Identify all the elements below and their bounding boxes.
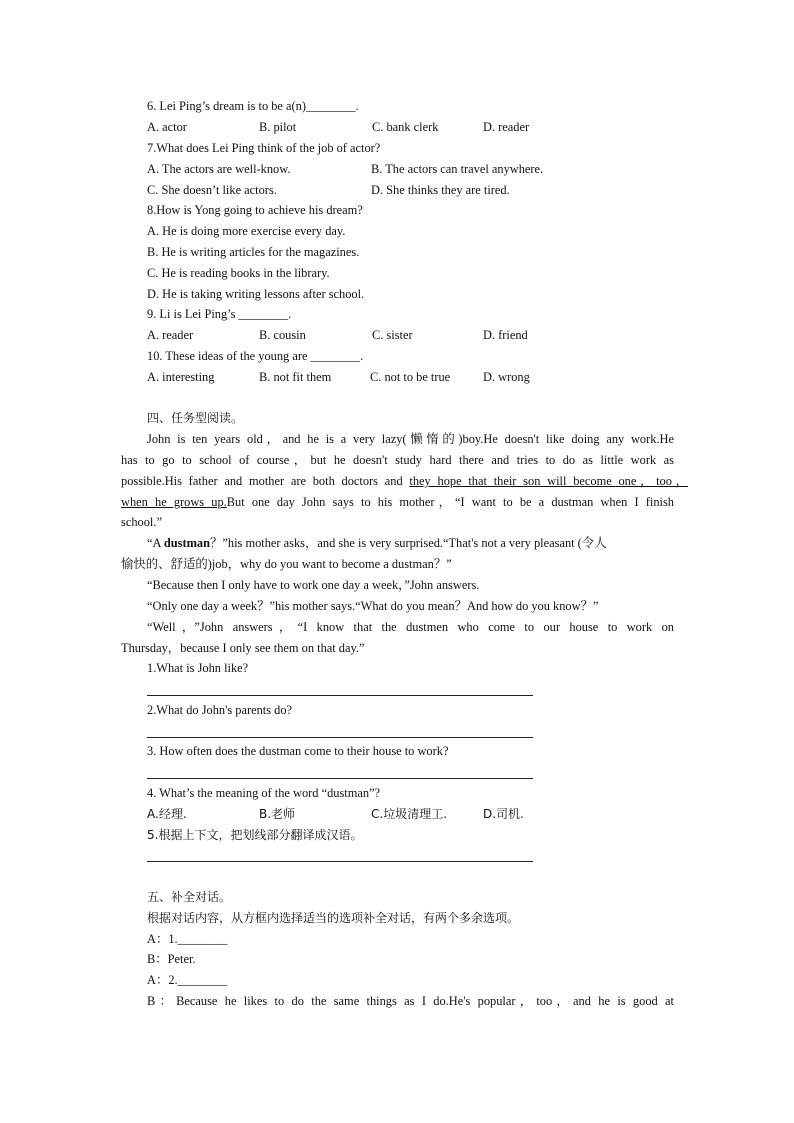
passage-text: ？”his mother asks，and she is very surprised.“That's not a very pleasant (令人 [210,536,607,550]
q7-stem: 7.What does Lei Ping think of the job of actor? [147,141,381,155]
passage-p1-line1: John is ten years old，and he is a very lazy(懒惰的)boy.He doesn't like doing any work.He [147,432,674,446]
q10-option-d: D. wrong [483,370,530,384]
q8-option-c: C. He is reading books in the library. [147,266,330,280]
q8-option-d: D. He is taking writing lessons after school. [147,287,365,301]
q7-option-d: D. She thinks they are tired. [371,183,510,197]
passage-p2-line2: 愉快的、舒适的)job，why do you want to become a dustman？” [121,557,452,571]
q8-option-b: B. He is writing articles for the magazines. [147,245,360,259]
task-question-1: 1.What is John like? [147,661,249,675]
q9-option-c: C. sister [372,328,413,342]
answer-line-3[interactable] [147,778,533,779]
passage-p1-line3 [121,473,688,489]
underlined-sentence-part1: they hope that their son will become one，too， [409,474,688,488]
task-question-3: 3. How often does the dustman come to their house to work? [147,744,449,758]
q10-option-c: C. not to be true [370,370,451,384]
q6-option-c: C. bank clerk [372,120,439,134]
bold-word-dustman: dustman [163,536,211,550]
passage-p1-line2: has to go to school of course，but he doesn't study hard there and tries to do as little work as [121,453,674,467]
passage-text: possible.His father and mother are both doctors and [121,474,410,488]
answer-line-5[interactable] [147,861,533,862]
task-question-5: 5.根据上下文，把划线部分翻译成汉语。 [147,828,363,842]
q9-option-d: D. friend [483,328,528,342]
underlined-sentence-part2: when he grows up. [121,495,227,509]
q7-option-b: B. The actors can travel anywhere. [371,162,544,176]
passage-p4: “Only one day a week？”his mother says.“What do you mean？And how do you know？” [147,599,599,613]
passage-p1-line5: school.” [121,515,162,529]
section5-instruction: 根据对话内容，从方框内选择适当的选项补全对话，有两个多余选项。 [147,911,520,925]
passage-p2-line1 [147,535,607,551]
q4-option-a: A.经理. [147,807,187,821]
q7-option-a: A. The actors are well-know. [147,162,291,176]
q10-option-a: A. interesting [147,370,215,384]
dialogue-line-1: A：1.________ [147,932,228,946]
answer-line-2[interactable] [147,737,533,738]
q7-option-c: C. She doesn’t like actors. [147,183,277,197]
q6-option-d: D. reader [483,120,530,134]
q4-option-d: D.司机. [483,807,524,821]
passage-p3: “Because then I only have to work one day a week，”John answers. [147,578,480,592]
q6-stem: 6. Lei Ping’s dream is to be a(n)________. [147,99,359,113]
passage-p5-line2: Thursday，because I only see them on that day.” [121,641,365,655]
q4-option-b: B.老师 [259,807,296,821]
q10-stem: 10. These ideas of the young are ________. [147,349,364,363]
passage-p5-line1: “Well，”John answers，“I know that the dustmen who come to our house to work on [147,620,674,634]
q9-option-a: A. reader [147,328,194,342]
task-question-2: 2.What do John's parents do? [147,703,293,717]
q6-option-b: B. pilot [259,120,297,134]
dialogue-line-3: A：2.________ [147,973,228,987]
q8-stem: 8.How is Yong going to achieve his dream? [147,203,363,217]
dialogue-line-4: B：Because he likes to do the same things as I do.He's popular，too，and he is good at [147,994,674,1008]
q8-option-a: A. He is doing more exercise every day. [147,224,346,238]
task-question-4: 4. What’s the meaning of the word “dustman”? [147,786,381,800]
section4-heading: 四、任务型阅读。 [147,411,244,425]
q10-option-b: B. not fit them [259,370,332,384]
q6-option-a: A. actor [147,120,187,134]
q4-option-c: C.垃圾清理工. [371,807,448,821]
passage-text: “A [147,536,164,550]
answer-line-1[interactable] [147,695,533,696]
section5-heading: 五、补全对话。 [147,890,232,904]
dialogue-line-2: B：Peter. [147,952,196,966]
q9-stem: 9. Li is Lei Ping’s ________. [147,307,292,321]
q9-option-b: B. cousin [259,328,306,342]
passage-text: But one day John says to his mother，“I want to be a dustman when I finish [226,495,674,509]
passage-p1-line4 [121,494,674,510]
